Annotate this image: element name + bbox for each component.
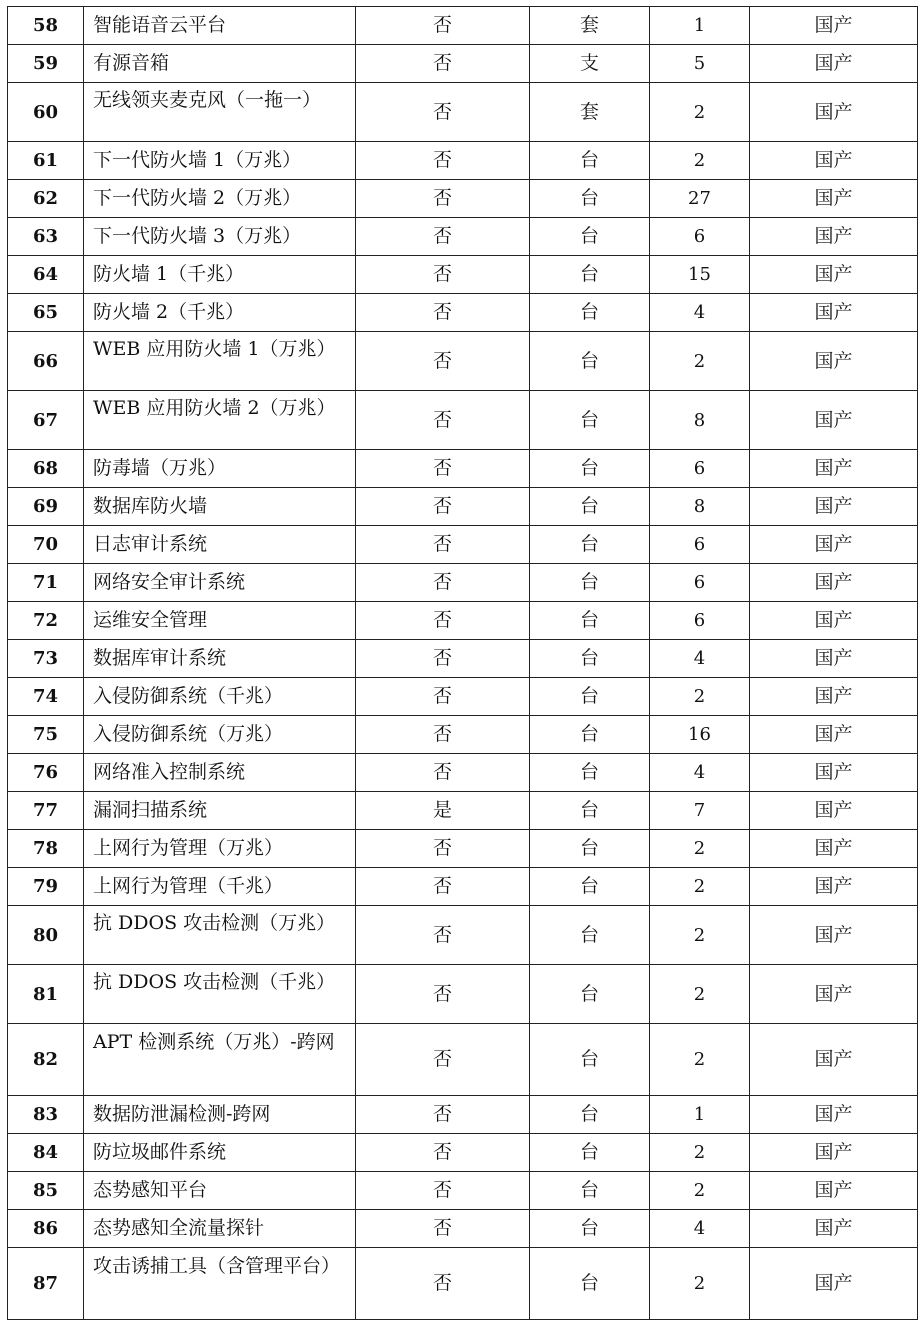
imported-flag: 否 xyxy=(356,1172,530,1210)
table-row xyxy=(8,1134,918,1172)
table-row xyxy=(8,1248,918,1320)
item-name: 防火墙 1（千兆） xyxy=(84,256,356,294)
table-row xyxy=(8,1210,918,1248)
quantity: 2 xyxy=(650,868,750,906)
quantity: 4 xyxy=(650,1210,750,1248)
imported-flag: 否 xyxy=(356,868,530,906)
unit: 台 xyxy=(530,142,650,180)
row-number: 85 xyxy=(8,1172,84,1210)
unit: 台 xyxy=(530,965,650,1024)
unit: 台 xyxy=(530,906,650,965)
quantity: 2 xyxy=(650,906,750,965)
table-row xyxy=(8,965,918,1024)
origin: 国产 xyxy=(750,7,918,45)
row-number: 81 xyxy=(8,965,84,1024)
imported-flag: 否 xyxy=(356,965,530,1024)
unit: 台 xyxy=(530,256,650,294)
table-row xyxy=(8,868,918,906)
row-number: 86 xyxy=(8,1210,84,1248)
unit: 套 xyxy=(530,83,650,142)
unit: 台 xyxy=(530,1024,650,1096)
imported-flag: 否 xyxy=(356,564,530,602)
imported-flag: 否 xyxy=(356,488,530,526)
unit: 台 xyxy=(530,391,650,450)
unit: 台 xyxy=(530,754,650,792)
quantity: 16 xyxy=(650,716,750,754)
imported-flag: 否 xyxy=(356,142,530,180)
unit: 台 xyxy=(530,1248,650,1320)
imported-flag: 否 xyxy=(356,906,530,965)
item-name: 数据库审计系统 xyxy=(84,640,356,678)
item-name: 防火墙 2（千兆） xyxy=(84,294,356,332)
unit: 台 xyxy=(530,868,650,906)
unit: 支 xyxy=(530,45,650,83)
unit: 套 xyxy=(530,7,650,45)
unit: 台 xyxy=(530,218,650,256)
imported-flag: 否 xyxy=(356,1210,530,1248)
quantity: 2 xyxy=(650,83,750,142)
item-name: 态势感知全流量探针 xyxy=(84,1210,356,1248)
row-number: 65 xyxy=(8,294,84,332)
item-name: 抗 DDOS 攻击检测（万兆） xyxy=(84,906,356,965)
quantity: 2 xyxy=(650,830,750,868)
quantity: 5 xyxy=(650,45,750,83)
origin: 国产 xyxy=(750,716,918,754)
imported-flag: 否 xyxy=(356,45,530,83)
unit: 台 xyxy=(530,830,650,868)
table-row xyxy=(8,640,918,678)
imported-flag: 否 xyxy=(356,678,530,716)
table-row xyxy=(8,256,918,294)
row-number: 63 xyxy=(8,218,84,256)
quantity: 6 xyxy=(650,526,750,564)
item-name: 网络准入控制系统 xyxy=(84,754,356,792)
table-row xyxy=(8,564,918,602)
quantity: 2 xyxy=(650,678,750,716)
origin: 国产 xyxy=(750,1096,918,1134)
item-name: 下一代防火墙 1（万兆） xyxy=(84,142,356,180)
row-number: 59 xyxy=(8,45,84,83)
origin: 国产 xyxy=(750,450,918,488)
origin: 国产 xyxy=(750,294,918,332)
imported-flag: 否 xyxy=(356,640,530,678)
origin: 国产 xyxy=(750,792,918,830)
item-name: 抗 DDOS 攻击检测（千兆） xyxy=(84,965,356,1024)
table-row xyxy=(8,792,918,830)
item-name: 日志审计系统 xyxy=(84,526,356,564)
row-number: 73 xyxy=(8,640,84,678)
unit: 台 xyxy=(530,294,650,332)
origin: 国产 xyxy=(750,1248,918,1320)
table-row xyxy=(8,602,918,640)
row-number: 61 xyxy=(8,142,84,180)
origin: 国产 xyxy=(750,868,918,906)
imported-flag: 否 xyxy=(356,1134,530,1172)
item-name: 漏洞扫描系统 xyxy=(84,792,356,830)
imported-flag: 否 xyxy=(356,294,530,332)
row-number: 67 xyxy=(8,391,84,450)
unit: 台 xyxy=(530,564,650,602)
origin: 国产 xyxy=(750,526,918,564)
row-number: 76 xyxy=(8,754,84,792)
table-row xyxy=(8,830,918,868)
row-number: 70 xyxy=(8,526,84,564)
table-row xyxy=(8,1096,918,1134)
item-name: 运维安全管理 xyxy=(84,602,356,640)
quantity: 2 xyxy=(650,1134,750,1172)
item-name: 态势感知平台 xyxy=(84,1172,356,1210)
imported-flag: 否 xyxy=(356,1096,530,1134)
row-number: 80 xyxy=(8,906,84,965)
item-name: 防垃圾邮件系统 xyxy=(84,1134,356,1172)
imported-flag: 是 xyxy=(356,792,530,830)
row-number: 79 xyxy=(8,868,84,906)
origin: 国产 xyxy=(750,965,918,1024)
imported-flag: 否 xyxy=(356,602,530,640)
item-name: 数据库防火墙 xyxy=(84,488,356,526)
quantity: 1 xyxy=(650,7,750,45)
item-name: 数据防泄漏检测-跨网 xyxy=(84,1096,356,1134)
imported-flag: 否 xyxy=(356,1024,530,1096)
origin: 国产 xyxy=(750,640,918,678)
origin: 国产 xyxy=(750,1134,918,1172)
quantity: 6 xyxy=(650,602,750,640)
origin: 国产 xyxy=(750,678,918,716)
table-row xyxy=(8,526,918,564)
imported-flag: 否 xyxy=(356,754,530,792)
quantity: 2 xyxy=(650,142,750,180)
table-row xyxy=(8,45,918,83)
item-name: 入侵防御系统（万兆） xyxy=(84,716,356,754)
quantity: 7 xyxy=(650,792,750,830)
row-number: 60 xyxy=(8,83,84,142)
item-name: WEB 应用防火墙 2（万兆） xyxy=(84,391,356,450)
origin: 国产 xyxy=(750,906,918,965)
origin: 国产 xyxy=(750,218,918,256)
row-number: 71 xyxy=(8,564,84,602)
table-row xyxy=(8,678,918,716)
origin: 国产 xyxy=(750,142,918,180)
row-number: 66 xyxy=(8,332,84,391)
table-row xyxy=(8,1172,918,1210)
row-number: 83 xyxy=(8,1096,84,1134)
unit: 台 xyxy=(530,526,650,564)
origin: 国产 xyxy=(750,256,918,294)
quantity: 15 xyxy=(650,256,750,294)
origin: 国产 xyxy=(750,1172,918,1210)
imported-flag: 否 xyxy=(356,716,530,754)
origin: 国产 xyxy=(750,830,918,868)
origin: 国产 xyxy=(750,602,918,640)
quantity: 2 xyxy=(650,332,750,391)
table-row xyxy=(8,83,918,142)
table-row xyxy=(8,218,918,256)
unit: 台 xyxy=(530,1172,650,1210)
document-page xyxy=(7,6,917,1310)
row-number: 77 xyxy=(8,792,84,830)
imported-flag: 否 xyxy=(356,526,530,564)
table-row xyxy=(8,294,918,332)
equipment-table xyxy=(7,6,918,1320)
row-number: 62 xyxy=(8,180,84,218)
imported-flag: 否 xyxy=(356,1248,530,1320)
item-name: APT 检测系统（万兆）-跨网 xyxy=(84,1024,356,1096)
item-name: 智能语音云平台 xyxy=(84,7,356,45)
table-row xyxy=(8,754,918,792)
unit: 台 xyxy=(530,1096,650,1134)
table-row xyxy=(8,180,918,218)
quantity: 2 xyxy=(650,965,750,1024)
imported-flag: 否 xyxy=(356,332,530,391)
unit: 台 xyxy=(530,180,650,218)
quantity: 4 xyxy=(650,294,750,332)
origin: 国产 xyxy=(750,754,918,792)
table-row xyxy=(8,332,918,391)
unit: 台 xyxy=(530,1134,650,1172)
imported-flag: 否 xyxy=(356,180,530,218)
quantity: 27 xyxy=(650,180,750,218)
table-row xyxy=(8,450,918,488)
item-name: 上网行为管理（万兆） xyxy=(84,830,356,868)
table-row xyxy=(8,716,918,754)
item-name: 下一代防火墙 2（万兆） xyxy=(84,180,356,218)
quantity: 6 xyxy=(650,450,750,488)
item-name: 下一代防火墙 3（万兆） xyxy=(84,218,356,256)
item-name: 有源音箱 xyxy=(84,45,356,83)
row-number: 68 xyxy=(8,450,84,488)
unit: 台 xyxy=(530,678,650,716)
row-number: 84 xyxy=(8,1134,84,1172)
item-name: 防毒墙（万兆） xyxy=(84,450,356,488)
origin: 国产 xyxy=(750,45,918,83)
row-number: 87 xyxy=(8,1248,84,1320)
item-name: 入侵防御系统（千兆） xyxy=(84,678,356,716)
imported-flag: 否 xyxy=(356,830,530,868)
item-name: 无线领夹麦克风（一拖一） xyxy=(84,83,356,142)
unit: 台 xyxy=(530,488,650,526)
table-row xyxy=(8,142,918,180)
table-row xyxy=(8,7,918,45)
unit: 台 xyxy=(530,602,650,640)
origin: 国产 xyxy=(750,564,918,602)
row-number: 74 xyxy=(8,678,84,716)
quantity: 6 xyxy=(650,564,750,602)
table-row xyxy=(8,488,918,526)
row-number: 72 xyxy=(8,602,84,640)
origin: 国产 xyxy=(750,1024,918,1096)
item-name: WEB 应用防火墙 1（万兆） xyxy=(84,332,356,391)
item-name: 网络安全审计系统 xyxy=(84,564,356,602)
quantity: 8 xyxy=(650,391,750,450)
table-row xyxy=(8,906,918,965)
item-name: 攻击诱捕工具（含管理平台） xyxy=(84,1248,356,1320)
origin: 国产 xyxy=(750,1210,918,1248)
origin: 国产 xyxy=(750,180,918,218)
quantity: 2 xyxy=(650,1248,750,1320)
origin: 国产 xyxy=(750,83,918,142)
origin: 国产 xyxy=(750,332,918,391)
row-number: 69 xyxy=(8,488,84,526)
table-row xyxy=(8,391,918,450)
row-number: 78 xyxy=(8,830,84,868)
quantity: 2 xyxy=(650,1172,750,1210)
imported-flag: 否 xyxy=(356,391,530,450)
quantity: 4 xyxy=(650,754,750,792)
quantity: 2 xyxy=(650,1024,750,1096)
row-number: 75 xyxy=(8,716,84,754)
imported-flag: 否 xyxy=(356,7,530,45)
row-number: 64 xyxy=(8,256,84,294)
origin: 国产 xyxy=(750,391,918,450)
unit: 台 xyxy=(530,332,650,391)
quantity: 4 xyxy=(650,640,750,678)
quantity: 6 xyxy=(650,218,750,256)
imported-flag: 否 xyxy=(356,218,530,256)
unit: 台 xyxy=(530,792,650,830)
table-row xyxy=(8,1024,918,1096)
quantity: 8 xyxy=(650,488,750,526)
row-number: 58 xyxy=(8,7,84,45)
unit: 台 xyxy=(530,716,650,754)
unit: 台 xyxy=(530,1210,650,1248)
quantity: 1 xyxy=(650,1096,750,1134)
origin: 国产 xyxy=(750,488,918,526)
unit: 台 xyxy=(530,640,650,678)
row-number: 82 xyxy=(8,1024,84,1096)
imported-flag: 否 xyxy=(356,83,530,142)
item-name: 上网行为管理（千兆） xyxy=(84,868,356,906)
imported-flag: 否 xyxy=(356,450,530,488)
unit: 台 xyxy=(530,450,650,488)
imported-flag: 否 xyxy=(356,256,530,294)
